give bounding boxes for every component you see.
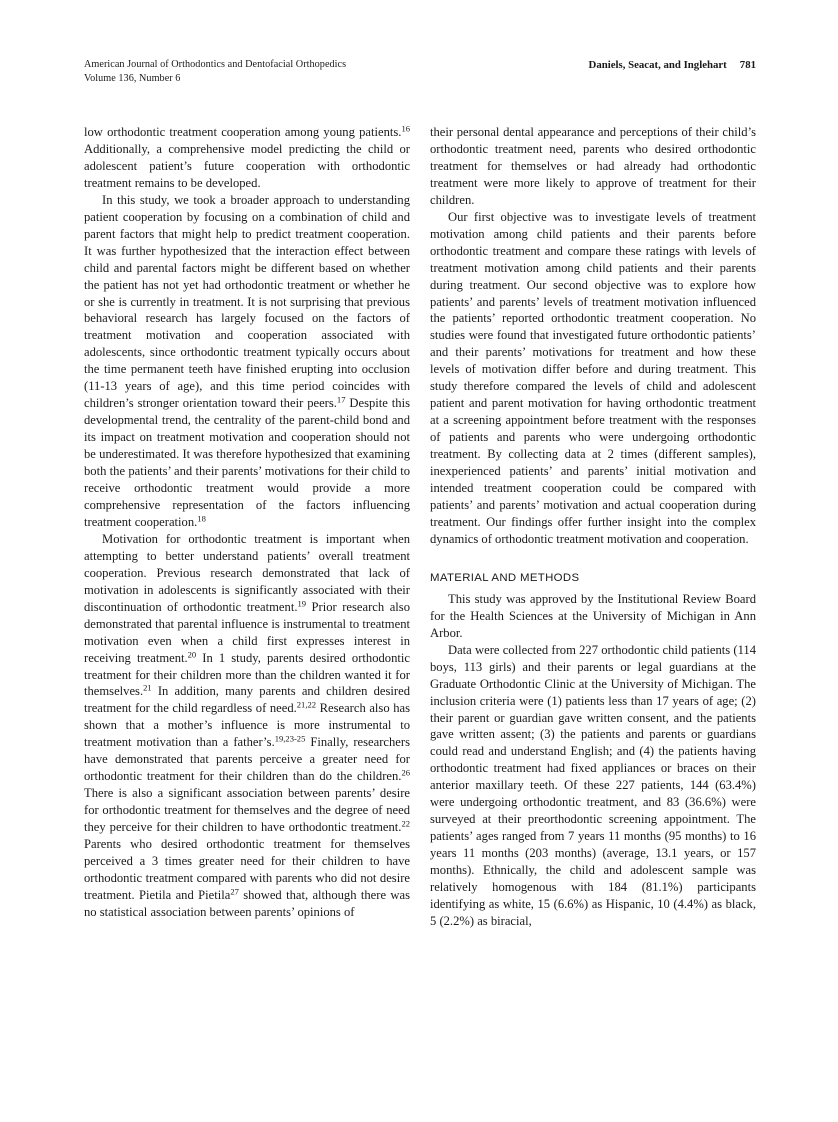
para-continued: low orthodontic treatment cooperation among young patients.$^{16}$ Additionally, a comprehensive model predicting the child or adolescent patient’s future cooperation with orthodontic treatment remains to be developed.: [84, 123, 410, 190]
reference-superscript[interactable]: 20: [187, 649, 197, 660]
reference-superscript[interactable]: 21: [143, 683, 152, 693]
para-continued-right: their personal dental appearance and perceptions of their child’s orthodontic treatment need, parents who desired orthodontic treatment for themselves or had already had orthodontic treatment were more likely to approve of treatment for their children.: [430, 125, 756, 207]
reference-superscript[interactable]: 18: [197, 513, 206, 524]
para-broader-approach: In this study, we took a broader approach to understanding patient cooperation by focusing on a combination of child and parent factors that might help to predict treatment cooperation. It was further hypothesized that the interaction effect between child and parental factors might be different based on whether the patient has not yet had orthodontic treatment or whether he or she is currently in treatment. It is not surprising that previous behavioral research has largely focused on the factors of treatment motivation and cooperation associated with adolescents, since orthodontic treatment typically occurs about the time permanent teeth have finished erupting into occlusion (11-13 years of age), and this time period coincides with children’s stronger orientation toward their peers.$^{17}$ Despite this developmental trend, the centrality of the parent-child bond and its impact on treatment motivation and cooperation should not be underestimated. It was therefore hypothesized that examining both the patients’ and their parents’ motivations for their child to receive orthodontic treatment would provide a more comprehensive representation of the factors influencing treatment cooperation.$^{18}$: [84, 192, 410, 529]
running-head-left: [84, 58, 346, 86]
reference-superscript[interactable]: 22: [401, 818, 410, 829]
section-heading-material-and-methods: MATERIAL AND METHODS: [430, 571, 580, 584]
reference-superscript[interactable]: 17: [336, 394, 346, 405]
running-head: [84, 58, 756, 88]
reference-superscript[interactable]: 19,23-25: [274, 733, 306, 744]
journal-name: American Journal of Orthodontics and Dentofacial Orthopedics: [84, 59, 347, 70]
right-column: [430, 124, 756, 930]
page-number: 781: [739, 59, 756, 71]
reference-superscript[interactable]: 27: [230, 886, 239, 897]
para-irb: This study was approved by the Institutional Review Board for the Health Sciences at the University of Michigan in Ann Arbor.: [430, 591, 756, 640]
reference-superscript[interactable]: 21,22: [296, 699, 317, 710]
journal-volume-issue: Volume 136, Number 6: [84, 73, 181, 84]
running-head-right: [589, 58, 756, 72]
two-column-body: [84, 124, 756, 930]
reference-superscript[interactable]: 16: [401, 123, 410, 134]
para-motivation: Motivation for orthodontic treatment is important when attempting to better understand patients’ overall treatment cooperation. Previous research demonstrated that lack of motivation in adolescents is significantly associated with their discontinuation of orthodontic treatment.$^{19}$ Prior research also demonstrated that parental influence is instrumental to treatment motivation even when a child first expresses interest in receiving treatment.$^{20}$ In 1 study, parents desired orthodontic treatment for their children more than the children wanted it for themselves.$^{21}$ In addition, many parents and children desired treatment for the child regardless of need.$^{21,22}$ Research also has shown that a mother’s influence is more instrumental to treatment motivation than a father’s.$^{19,23-25}$ Finally, researchers have demonstrated that parents perceive a greater need for orthodontic treatment for their children than do the children.$^{26}$ There is also a significant association between parents’ desire for orthodontic treatment for themselves and the degree of need they perceive for their children to have orthodontic treatment.$^{22}$ Parents who desired orthodontic treatment for themselves perceived a 3 times greater need for their children to have orthodontic treatment compared with parents who did not desire treatment. Pietila and Pietila$^{27}$ showed that, although there was no statistical association between parents’ opinions of: [84, 531, 410, 919]
reference-superscript[interactable]: 19: [297, 598, 307, 609]
author-list: Daniels, Seacat, and Inglehart: [588, 59, 727, 71]
left-column: [84, 124, 410, 930]
section-spacer: [430, 548, 756, 570]
reference-superscript[interactable]: 26: [401, 767, 410, 778]
para-data-collected: Data were collected from 227 orthodontic child patients (114 boys, 113 girls) and their parents or legal guardians at the Graduate Orthodontic Clinic at the University of Michigan. The inclusion criteria were (1) patients less than 17 years of age; (2) their parent or guardian gave written consent, and the patients gave written assent; (3) the patients and parents or guardians could read and understand English; and (4) the patients having orthodontic treatment had fixed appliances or braces on their anterior maxillary teeth. Of these 227 patients, 144 (63.4%) were undergoing orthodontic treatment, and 83 (36.6%) were surveyed at their preorthodontic screening appointment. The patients’ ages ranged from 7 years 11 months (95 months) to 16 years 11 months (203 months) (average, 13.1 years, or 157 months). Ethnically, the child and adolescent sample was relatively homogenous with 184 (81.1%) participants identifying as white, 15 (6.6%) as Hispanic, 10 (4.4%) as black, 5 (2.2%) as biracial,: [430, 642, 756, 928]
para-first-objective: Our first objective was to investigate levels of treatment motivation among child patients and their parents before orthodontic treatment and compare these ratings with levels of treatment motivation among child patients and their parents during treatment. Our second objective was to explore how patients’ and parents’ levels of treatment motivation influenced the patients’ reported orthodontic treatment cooperation. No studies were found that investigated future orthodontic patients’ and their parents’ motivations for treatment and how these levels of motivation differ before and during treatment. This study therefore compared the levels of child and adolescent patient and parent motivation for having orthodontic treatment at a screening appointment before treatment with the responses of patients and parents who were undergoing orthodontic treatment. By collecting data at 2 times (different samples), inexperienced patients’ and parents’ initial motivation and intended treatment cooperation could be compared with patients’ and parents’ motivation and actual cooperation during treatment. Our findings offer further insight into the complex dynamics of orthodontic treatment motivation and cooperation.: [430, 209, 756, 546]
